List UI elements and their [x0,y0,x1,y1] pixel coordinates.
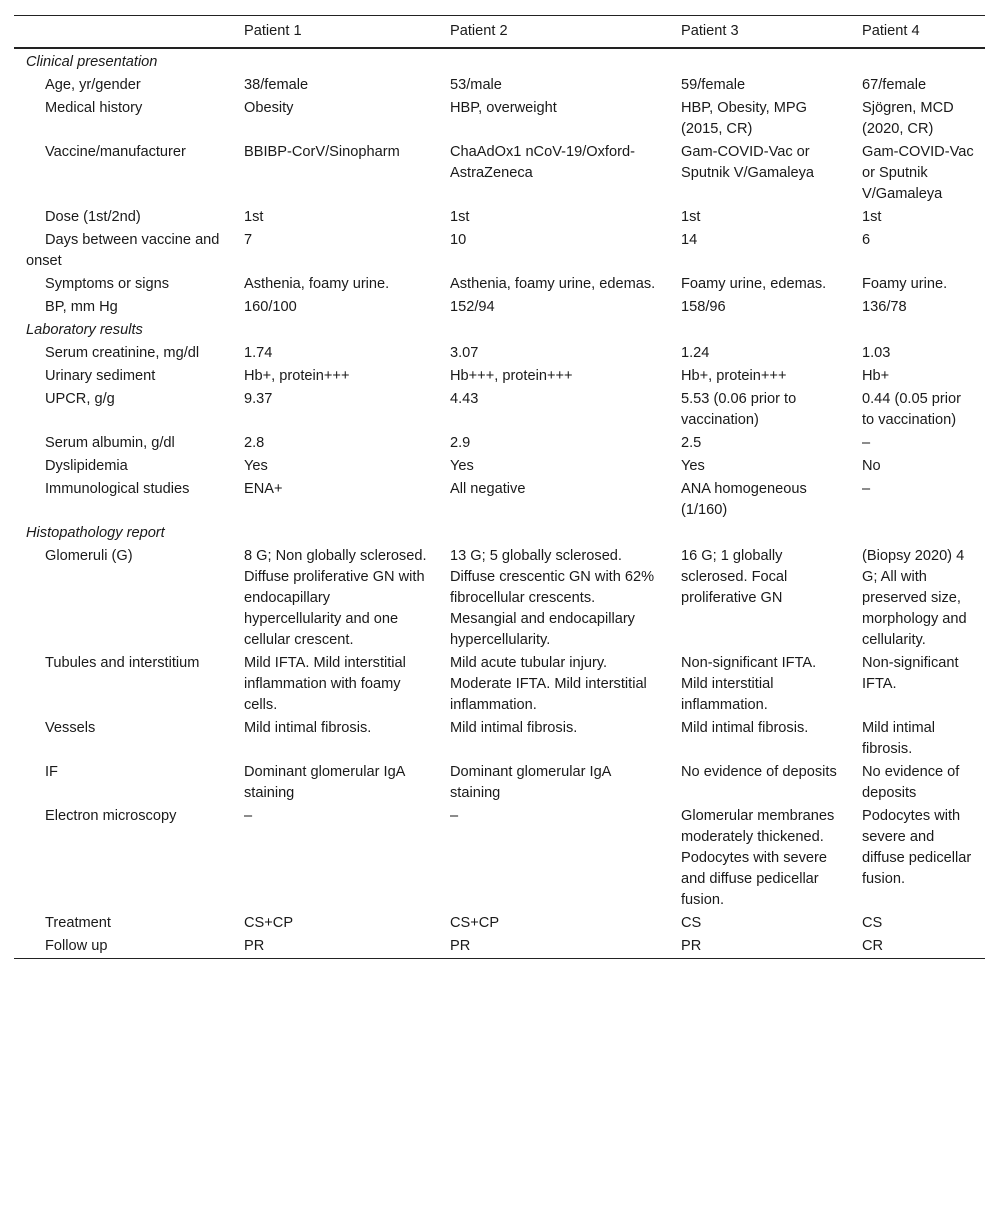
row-label: Urinary sediment [45,367,156,384]
section-title: Histopathology report [26,524,165,541]
cell-patient-2: All negative [450,480,526,497]
table-row [14,912,985,935]
cell-patient-2: Mild acute tubular injury. Moderate IFTA. Mild interstitial inflammation. [450,654,647,713]
cell-patient-2: 2.9 [450,434,471,451]
cell-patient-1: PR [244,937,265,954]
cell-patient-3: Hb+, protein+++ [681,367,787,384]
cell-patient-2: ChaAdOx1 nCoV-19/Oxford-AstraZeneca [450,143,635,181]
cell-patient-2: 53/male [450,76,502,93]
table-row [14,388,985,432]
table-row [14,74,985,97]
cell-patient-3: 1st [681,208,701,225]
row-label: Follow up [45,937,108,954]
row-label: Treatment [45,914,111,931]
row-label: Vaccine/manufacturer [45,143,186,160]
table-row [14,432,985,455]
cell-patient-1: Mild intimal fibrosis. [244,719,372,736]
cell-patient-3: 5.53 (0.06 prior to vaccination) [681,390,797,428]
row-label: Age, yr/gender [45,76,141,93]
cell-patient-4: – [862,434,871,451]
table-row [14,141,985,206]
cell-patient-1: Dominant glomerular IgA staining [244,763,405,801]
cell-patient-3: 16 G; 1 globally sclerosed. Focal proliferative GN [681,547,788,606]
header-cell-patient-4: Patient 4 [862,22,920,39]
cell-patient-3: Gam-COVID-Vac or Sputnik V/Gamaleya [681,143,815,181]
cell-patient-2: Yes [450,457,474,474]
cell-patient-2: 152/94 [450,298,495,315]
cell-patient-1: 7 [244,231,253,248]
row-label: Tubules and interstitium [45,654,200,671]
cell-patient-3: 158/96 [681,298,726,315]
row-label: Immunological studies [45,480,190,497]
table-row [14,545,985,652]
row-label: Dose (1st/2nd) [45,208,141,225]
row-label: Serum albumin, g/dl [45,434,175,451]
cell-patient-2: CS+CP [450,914,500,931]
table-row [14,652,985,717]
cell-patient-4: 6 [862,231,871,248]
row-label: Glomeruli (G) [45,547,133,564]
table-row [14,365,985,388]
cell-patient-2: 13 G; 5 globally sclerosed. Diffuse crescentic GN with 62% fibrocellular crescents. Mesangial and endocapillary hypercellularity. [450,547,655,648]
cell-patient-1: 1st [244,208,264,225]
cell-patient-2: 3.07 [450,344,479,361]
cell-patient-1: Mild IFTA. Mild interstitial inflammation with foamy cells. [244,654,406,713]
table-header [14,16,985,48]
cell-patient-1: 38/female [244,76,309,93]
row-label: Medical history [45,99,143,116]
cell-patient-1: Obesity [244,99,294,116]
cell-patient-1: 9.37 [244,390,273,407]
cell-patient-3: No evidence of deposits [681,763,837,780]
cell-patient-4: Podocytes with severe and diffuse pedicellar fusion. [862,807,972,887]
cell-patient-3: ANA homogeneous (1/160) [681,480,807,518]
table-row [14,478,985,522]
cell-patient-4: Sjögren, MCD (2020, CR) [862,99,954,137]
cell-patient-4: 1st [862,208,882,225]
section-title: Laboratory results [26,321,143,338]
header-cell-patient-2: Patient 2 [450,22,508,39]
cell-patient-1: CS+CP [244,914,294,931]
table-row [14,296,985,319]
table-row [14,455,985,478]
cell-patient-3: Foamy urine, edemas. [681,275,827,292]
cell-patient-2: Dominant glomerular IgA staining [450,763,611,801]
cell-patient-3: HBP, Obesity, MPG (2015, CR) [681,99,807,137]
table-row [14,273,985,296]
cell-patient-4: 67/female [862,76,927,93]
row-label: IF [45,763,58,780]
table-row [14,805,985,912]
section-row [14,319,985,342]
cell-patient-2: Mild intimal fibrosis. [450,719,578,736]
row-label: Serum creatinine, mg/dl [45,344,200,361]
cell-patient-3: PR [681,937,702,954]
cell-patient-3: 1.24 [681,344,710,361]
cell-patient-1: BBIBP-CorV/Sinopharm [244,143,400,160]
table-row [14,97,985,141]
cell-patient-2: PR [450,937,471,954]
cell-patient-4: Non-significant IFTA. [862,654,959,692]
cell-patient-2: Hb+++, protein+++ [450,367,573,384]
cell-patient-1: Yes [244,457,268,474]
row-label: Electron microscopy [45,807,177,824]
cell-patient-3: CS [681,914,702,931]
cell-patient-1: – [244,807,253,824]
header-cell-blank [14,16,230,48]
cell-patient-4: Hb+ [862,367,890,384]
cell-patient-3: Yes [681,457,705,474]
cell-patient-4: No [862,457,881,474]
section-title: Clinical presentation [26,53,158,70]
cell-patient-1: Asthenia, foamy urine. [244,275,390,292]
cell-patient-4: Gam-COVID-Vac or Sputnik V/Gamaleya [862,143,974,202]
cell-patient-4: (Biopsy 2020) 4 G; All with preserved size, morphology and cellularity. [862,547,967,648]
cell-patient-4: CR [862,937,884,954]
cell-patient-2: HBP, overweight [450,99,557,116]
cell-patient-4: – [862,480,871,497]
cell-patient-1: 160/100 [244,298,297,315]
cell-patient-1: 2.8 [244,434,265,451]
header-cell-patient-1: Patient 1 [244,22,302,39]
cell-patient-3: 59/female [681,76,746,93]
table-row [14,206,985,229]
row-label: Vessels [45,719,96,736]
cell-patient-4: Mild intimal fibrosis. [862,719,935,757]
cell-patient-4: 0.44 (0.05 prior to vaccination) [862,390,961,428]
cell-patient-4: CS [862,914,883,931]
table-row [14,717,985,761]
patient-characteristics-table [14,15,985,959]
cell-patient-2: – [450,807,459,824]
table-row [14,229,985,273]
cell-patient-2: 10 [450,231,467,248]
row-label: Days between vaccine and onset [26,231,220,269]
cell-patient-3: 14 [681,231,698,248]
row-label: UPCR, g/g [45,390,115,407]
row-label: BP, mm Hg [45,298,118,315]
row-label: Symptoms or signs [45,275,170,292]
cell-patient-3: Glomerular membranes moderately thickened. Podocytes with severe and diffuse pedicellar fusion. [681,807,835,908]
table-body [14,48,985,959]
cell-patient-4: 136/78 [862,298,907,315]
table-row [14,935,985,959]
cell-patient-1: ENA+ [244,480,283,497]
section-row [14,48,985,74]
cell-patient-2: 4.43 [450,390,479,407]
cell-patient-3: Mild intimal fibrosis. [681,719,809,736]
cell-patient-4: No evidence of deposits [862,763,960,801]
cell-patient-3: 2.5 [681,434,702,451]
header-row [14,16,985,48]
cell-patient-3: Non-significant IFTA. Mild interstitial inflammation. [681,654,817,713]
cell-patient-1: 8 G; Non globally sclerosed. Diffuse proliferative GN with endocapillary hypercellularity and one cellular crescent. [244,547,427,648]
section-row [14,522,985,545]
table-row [14,342,985,365]
cell-patient-2: Asthenia, foamy urine, edemas. [450,275,656,292]
table-row [14,761,985,805]
cell-patient-4: Foamy urine. [862,275,948,292]
cell-patient-2: 1st [450,208,470,225]
header-cell-patient-3: Patient 3 [681,22,739,39]
cell-patient-1: Hb+, protein+++ [244,367,350,384]
cell-patient-4: 1.03 [862,344,891,361]
cell-patient-1: 1.74 [244,344,273,361]
row-label: Dyslipidemia [45,457,128,474]
